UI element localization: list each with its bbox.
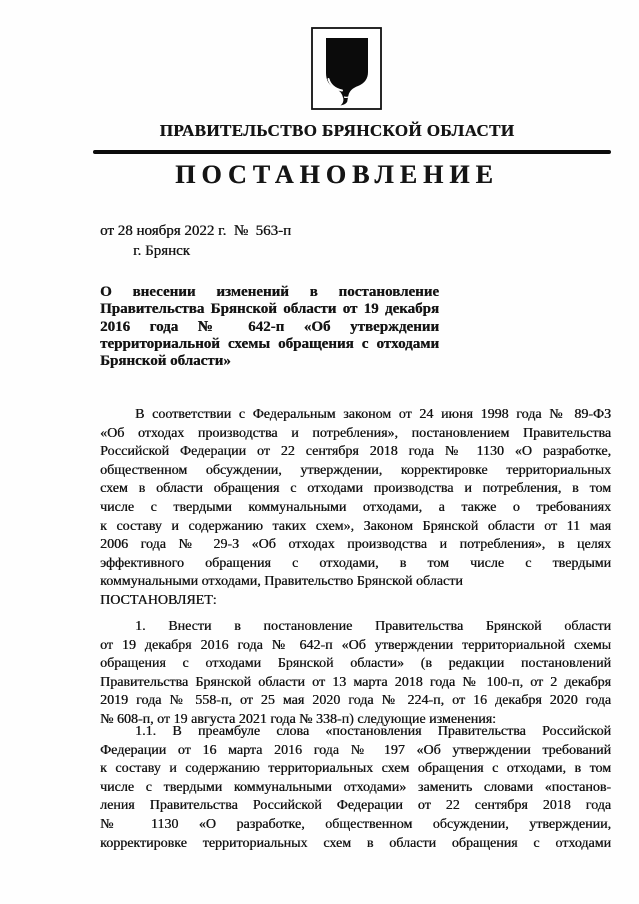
text-line: 2019 года № 558-п, от 25 мая 2020 года № 224-п, от 16 декабря 2020 года bbox=[100, 693, 611, 709]
text-line: Правительства Брянской области от 13 марта 2018 года № 100-п, от 2 декабря bbox=[100, 674, 611, 690]
text-line: Брянской области» bbox=[100, 353, 231, 370]
coat-of-arms-icon bbox=[311, 27, 382, 110]
text-line: ПОСТАНОВЛЯЕТ: bbox=[100, 592, 217, 608]
document-type-title: ПОСТАНОВЛЕНИЕ bbox=[175, 160, 499, 189]
text-line: коммунальными отходами, Правительство Брянской области bbox=[100, 574, 463, 590]
paragraph-item-1 bbox=[100, 618, 611, 730]
text-line: схем в области обращения с отходами производства и потребления, в том bbox=[100, 481, 611, 497]
text-line: к составу и содержанию территориальных схем обращения с отходами, в том bbox=[100, 761, 611, 777]
text-line: корректировке территориальных схем в области обращения с отходами bbox=[100, 835, 611, 851]
text-line: № 1130 «О разработке, общественном обсуждении, утверждении, bbox=[100, 816, 611, 832]
text-line: В соответствии с Федеральным законом от 24 июня 1998 года № 89-ФЗ bbox=[135, 407, 611, 422]
text-line: «Об отходах производства и потребления», постановлением Правительства bbox=[100, 425, 611, 441]
text-line: общественном обсуждении, утверждении, корректировке территориальных bbox=[100, 462, 611, 478]
text-line: 2016 года № 642-п «Об утверждении bbox=[100, 318, 439, 335]
text-line: 1.1. В преамбуле слова «постановления Правительства Российской bbox=[135, 724, 611, 739]
text-line: № 608-п, от 19 августа 2021 года № 338-п) следующие изменения: bbox=[100, 711, 496, 727]
text-line: Федерации от 16 марта 2016 года № 197 «Об утверждении требований bbox=[100, 742, 611, 758]
paragraph-item-1-1 bbox=[100, 723, 611, 853]
text-line: числе с твердыми коммунальными отходами» заменить словами «постанов- bbox=[100, 779, 611, 795]
city-line: г. Брянск bbox=[133, 243, 190, 259]
header-divider bbox=[93, 150, 611, 154]
text-line: территориальной схемы обращения с отходами bbox=[100, 335, 439, 352]
text-line: 2006 года № 29-З «Об отходах производства и потребления», в целях bbox=[100, 537, 611, 553]
text-line: обращения с отходами Брянской области» (в редакции постановлений bbox=[100, 656, 611, 672]
paragraph-preamble bbox=[100, 406, 611, 611]
text-line: ления Правительства Российской Федерации от 22 сентября 2018 года bbox=[100, 798, 611, 814]
document-meta bbox=[100, 221, 291, 261]
text-line: от 19 декабря 2016 года № 642-п «Об утверждении территориальной схемы bbox=[100, 637, 611, 653]
text-line: к составу и содержанию таких схем», Законом Брянской области от 11 мая bbox=[100, 518, 611, 534]
text-line: числе с твердыми коммунальными отходами, а также о требованиях bbox=[100, 499, 611, 515]
organization-name: ПРАВИТЕЛЬСТВО БРЯНСКОЙ ОБЛАСТИ bbox=[159, 121, 515, 140]
text-line: 1. Внести в постановление Правительства Брянской области bbox=[135, 619, 611, 634]
document-subject bbox=[100, 284, 439, 370]
text-line: О внесении изменений в постановление bbox=[100, 284, 439, 300]
text-line: Правительства Брянской области от 19 декабря bbox=[100, 301, 439, 318]
text-line: эффективного обращения с отходами, в том числе с твердыми bbox=[100, 555, 611, 571]
date-number-line: от 28 ноября 2022 г. № 563-п bbox=[100, 223, 292, 239]
text-line: Российской Федерации от 22 сентября 2018 года № 1130 «О разработке, bbox=[100, 444, 611, 460]
